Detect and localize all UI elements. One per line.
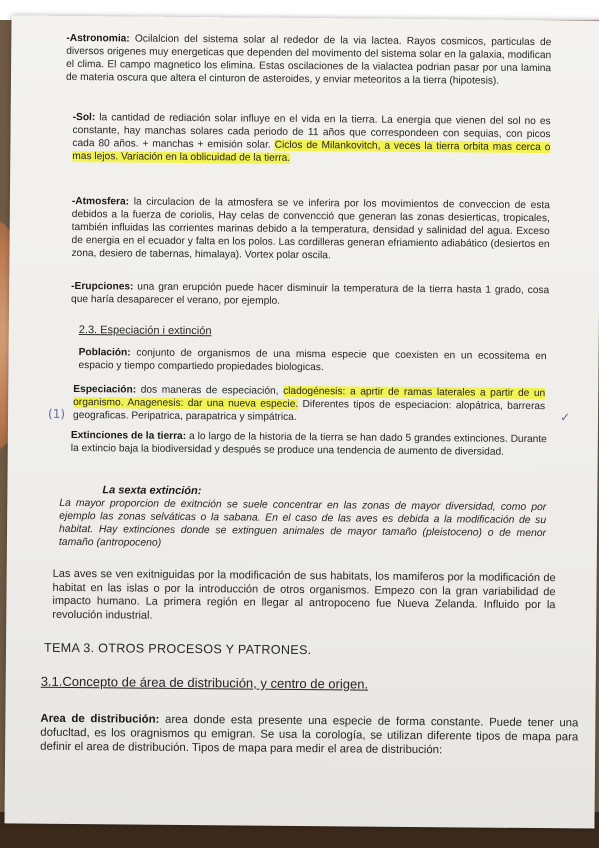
paragraph-sexta-extincion: La mayor proporcion de exitnción se suele concentrar en las zonas de mayor diversidad, como por ejemplo las zonas selváticas o la sabana. En el caso de las aves es debida a la modificación de su habitat. Hay extinciones donde se extinguen animales de mayor tamaño (pleistoceno) o de menor tamaño (antropoceno) [58,497,547,549]
text-poblacion: conjunto de organismos de una misma especie que coexisten en un ecossitema en espacio y tiempo compartiedo propiedades biologicas. [78,347,547,374]
text-atmosfera: la circulacion de la atmosfera se ve inferira por los movimientos de conveccion de esta debidos a la fuerza de coriolis, Hay celas de convencció que generan las zonas desierticas, tropicales, también influidas las corrientes marinas debido a la temperatura, densidad y salinidad del agua. Exceso de energia en el ecuador y falta en los polos. Las cordilleras generan efriamiento adiabático (desiertos en zona, desiero de tabernas, himalaya). Vortex polar oscila. [71,196,550,261]
handwritten-check-icon: ✓ [559,410,571,425]
paragraph-erupciones [71,281,549,311]
highlight-milankovitch: Ciclos de Milankovitch, a veces la tierra orbita mas cerca o mas lejos. Variación en la oblicuidad de la tierra. [72,139,551,164]
paragraph-poblacion [78,347,546,377]
text-extinciones: a lo largo de la historia de la tierra se han dado 5 grandes extinciones. Durante la extincio baja la biodiversidad y después se produce una tendencia de aumento de diversidad. [70,430,547,458]
paper-page [4,15,599,828]
text-astronomia: Ocilalcion del sistema solar al rededor de la via lactea. Rayos cosmicos, particulas de diversos origenes muy energeticas que dependen del movimento del sistema solar en la galaxia, modifican el clima. El campo magnetico los elimina. Estas oscilaciones de la vialactea podrian pasar por una lamina de materia oscura que altera el cinturon de asteroides, y enviar meteoritos a la tierra (hipotesis). [65,33,552,87]
term-poblacion: Población: [78,347,131,359]
text-especiacion-after: Diferentes tipos de especiacion: alopátrica, barreras geograficas. Peripatrica, parapatrica y simpátrica. [73,398,546,423]
paragraph-extinciones [71,430,547,460]
term-extinciones: Extinciones de la tierra: [70,429,187,442]
highlight-cladogenesis: cladogénesis: a aprtir de ramas laterales a partir de un organismo. Anagenesis: dar una nueva especie. [73,385,546,410]
paragraph-astronomia [66,33,551,89]
text-sol: la cantidad de rediación solar influye en el vida en la tierra. La energia que vienen del sol no es constante, hay manchas solares cada periodo de 11 años que correspondeen con sequias, con picos cada 80 años. + manchas + emisión solar. [72,112,551,151]
text-area-distribucion: area donde esta presente una especie de forma constante. Puede tener una dofucltad, es los oragnismos qu emigran. Se usa la corología, se utilizan diferente tipos de mapa para definir el area de distribución. Tipos de mapa para medir el area de distribución: [40,713,579,757]
section-heading-2-3: 2.3. Especiación i extinción [78,324,212,338]
title-sexta-extincion: La sexta extinción: [102,484,202,498]
term-erupciones: -Erupciones: [71,280,134,293]
section-heading-3-1: 3.1.Concepto de área de distribución, y centro de origen. [40,673,369,692]
tema-3-heading: TEMA 3. OTROS PROCESOS Y PATRONES. [43,640,312,658]
paragraph-sol [72,112,550,168]
term-atmosfera: -Atmosfera: [71,195,130,208]
term-especiacion: Especiación: [73,383,137,396]
handwritten-margin-note: (1) [48,406,66,421]
paragraph-area-distribucion [40,712,578,759]
term-area-distribucion: Area de distribución: [40,712,160,726]
paragraph-especiacion [73,384,545,427]
term-sol: -Sol: [72,111,96,124]
text-especiacion-before: dos maneras de especiación, [136,384,284,397]
text-erupciones: una gran erupción puede hacer disminuir la temperatura de la tierra hasta 1 grado, cosa que haría desaparecer el verano, por ejemplo. [71,281,550,307]
page-content [4,15,599,828]
term-astronomia: -Astronomia: [66,32,130,45]
paragraph-aves: Las aves se ven exitniguidas por la modificación de sus habitats, los mamiferos por la modificación de habitat en las islas o por la introducción de otros organismos. Empezo con la gran variabilidad de impacto humano. La primera región en llegar al antropoceno fue Nueva Zelanda. Influido por la revolución industrial. [52,567,556,622]
paragraph-atmosfera [71,196,550,265]
